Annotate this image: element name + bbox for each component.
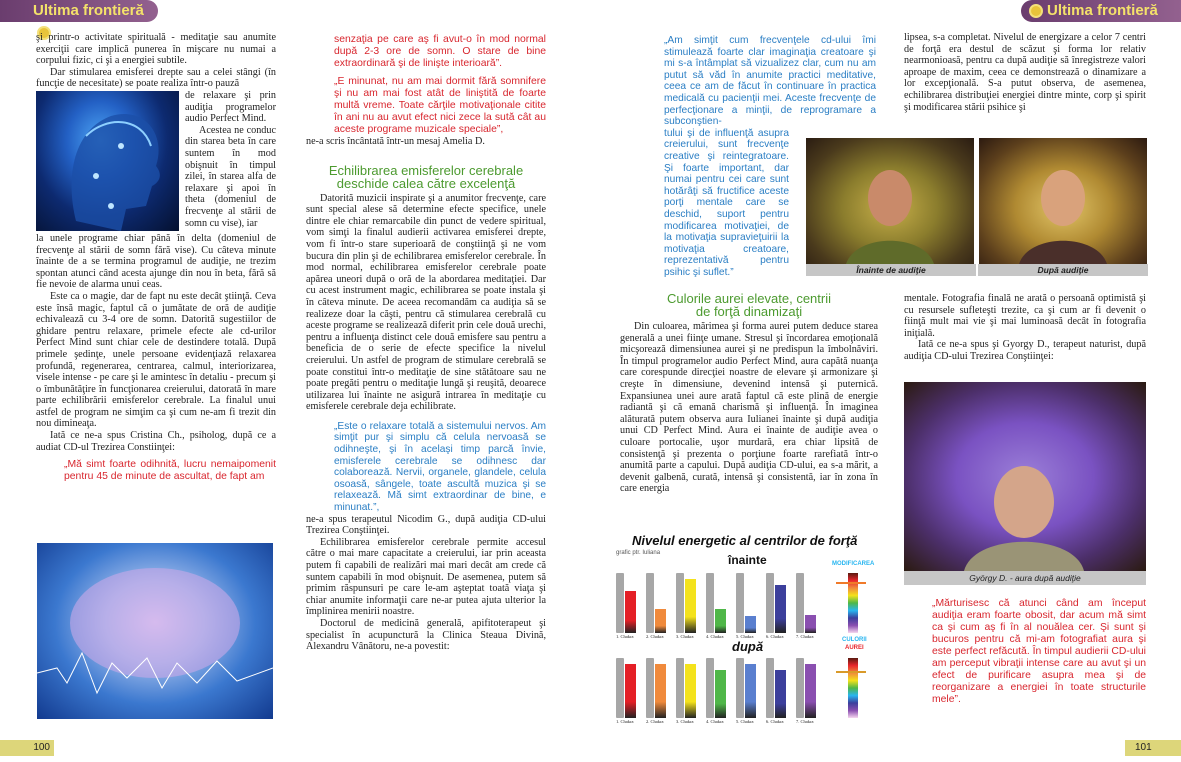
chakra-bar — [766, 573, 788, 639]
spectrum-arrow-before — [836, 582, 866, 584]
chakra-bar — [616, 573, 638, 639]
right-column-2 — [904, 32, 1146, 113]
caption-before: Înainte de audiţie — [806, 264, 976, 276]
bar-fill — [655, 664, 666, 718]
paragraph: lipsea, s-a completat. Nivelul de energizare a celor 7 centri de forţă era destul de scăzut şi forma lor relativ nearmonioasă, pentru ca după audiţie să înregistreze valori aproape de maxim, ceea ce demonstrează o dinamizare a lor excepţională. S-a putut observa, de asemenea, echilibrarea distribuţiei energiei dintre minte, corp şi spirit şi modificarea stării psihice şi — [904, 32, 1146, 113]
chakra-bar — [796, 658, 818, 724]
bar-fill — [805, 664, 816, 718]
portrait-icon — [904, 382, 1146, 571]
page-header — [1021, 0, 1181, 22]
caption-after: După audiţie — [978, 264, 1148, 276]
chakra-bar — [736, 573, 758, 639]
bar-scale — [706, 658, 714, 718]
paragraph: şi printr-o activitate spirituală - meditaţie sau anumite exerciţii care implică punerea în mişcare nu numai a corpului fizic, ci şi a energiei subtile. — [36, 32, 276, 67]
bar-fill — [685, 664, 696, 718]
brain-head-image — [36, 91, 179, 231]
bar-fill — [745, 616, 756, 633]
paragraph: mentale. Fotografia finală ne arată o persoană optimistă şi cu resursele sufleteşti trezite, ca şi cum ar fi devenit o fiinţă mult mai vie şi mai luminoasă decât în fotografia iniţială. — [904, 293, 1146, 339]
header-title: Ultima frontieră — [1047, 2, 1158, 19]
quote-amelia: „E minunat, nu am mai dormit fără somnifere şi nu am mai fost atât de liniştită de foarte multă vreme. Toate cărţile motivaţionale citite în ani nu au avut efect nici zece la sută cât au aceste programe muzicale speciale”, — [334, 76, 546, 135]
brain-icon — [37, 543, 273, 719]
paragraph: de relaxare şi prin audiţia programelor audio Perfect Mind. — [185, 89, 276, 125]
header-title: Ultima frontieră — [33, 2, 144, 19]
bar-scale — [736, 658, 744, 718]
chakra-bar — [796, 573, 818, 639]
bar-scale — [706, 573, 714, 633]
paragraph: Iată ce ne-a spus Cristina Ch., psiholog, după ce a audiat CD-ul Trezirea Constiinţei: — [36, 430, 276, 453]
portrait-icon — [979, 138, 1147, 264]
bar-label: 5. Chakra — [736, 634, 754, 639]
photo-after — [979, 138, 1147, 264]
before-label: înainte — [728, 553, 767, 567]
legend-culorii: CULORII — [842, 637, 867, 643]
bars-after — [616, 658, 836, 724]
bar-label: 6. Chakra — [766, 634, 784, 639]
section-heading: Echilibrarea emisferelor cerebrale deschide calea către excelenţă — [328, 162, 524, 191]
left-column-1 — [36, 32, 276, 483]
bar-fill — [685, 579, 696, 633]
page-number: 101 — [1125, 740, 1181, 756]
head-silhouette-icon — [36, 91, 179, 231]
chakra-bar — [706, 573, 728, 639]
bar-label: 2. Chakra — [646, 634, 664, 639]
energy-chart — [610, 533, 886, 729]
chakra-bar — [706, 658, 728, 724]
paragraph: Echilibrarea emisferelor cerebrale permite accesul către o mai mare capacitate a creierului, iar prin aceasta putem fi capabili de realizări mai mari decât am crede că suntem capabili în mod obişnuit. De asemenea, putem să primim răspunsuri pe care le-am aşteptat toată viaţa şi chiar anumite informaţii care ne-ar putea ajuta ulterior la împlinirea menirii noastre. — [306, 536, 546, 618]
paragraph: Acestea ne conduc din starea beta în care suntem în mod obişnuit în timpul zilei, în starea alfa de relaxare şi apoi în theta (domeniul de frecvenţe al stării de somn cu vise), iar — [185, 124, 276, 229]
bar-scale — [616, 658, 624, 718]
quote-cristina-cont: senzaţia pe care aş fi avut-o în mod normal după 2-3 ore de somn. O stare de bine extraordinară şi de linişte interioară”. — [334, 34, 546, 69]
section-heading: Culorile aurei elevate, centrii de forţă dinamizaţi — [666, 291, 832, 319]
paragraph: la unele programe chiar până în delta (domeniul de frecvenţe al stării de somn fără vise). Cu câteva minute înainte de a se termina programul de audiţie, ne trezim spontan atunci când acesta ajunge din nou în beta, fără să fie nevoie de alarma unui ceas. — [36, 232, 276, 291]
quote-vanatoru: „Am simţit cum frecvenţele cd-ului îmi stimulează foarte clar imaginaţia creatoare şi mi s-a întâmplat să vizualizez clar, cum nu am putut să văd în anumite practici meditative, ceea ce am de făcut în continuare în practica medicală cu pacienţii mei. Aceste frecvenţe de perfecţionare a minţii, de reprogramare a subconştien- — [664, 35, 876, 128]
attribution: ne-a scris încântată într-un mesaj Amelia D. — [306, 136, 485, 147]
bar-fill — [625, 664, 636, 718]
bar-fill — [775, 585, 786, 633]
bar-fill — [775, 670, 786, 718]
bar-fill — [715, 670, 726, 718]
bar-scale — [736, 573, 744, 633]
bar-fill — [715, 609, 726, 633]
left-column-2 — [306, 34, 546, 653]
bar-label: 4. Chakra — [706, 634, 724, 639]
right-column-1-lower — [620, 292, 878, 495]
chakra-bar — [676, 658, 698, 724]
quote-nicodim: „Este o relaxare totală a sistemului nervos. Am simţit pur şi simplu că celula nervoasă se odihneşte, şi în acelaşi timp parcă învie, emisferele cerebrale se odihnesc dar colaborează. Nervii, organele, glandele, celula osoasă, sângele, toate ascultă muzica şi se relaxează. Mă simt extraordinar de bine, e minunat.”, — [334, 420, 546, 514]
right-column-2-lower — [904, 293, 1146, 363]
photo-gyorgy — [904, 382, 1146, 571]
chakra-bar — [646, 573, 668, 639]
bar-label: 7. Chakra — [796, 634, 814, 639]
bar-label: 5. Chakra — [736, 719, 754, 724]
chakra-bar — [766, 658, 788, 724]
bar-scale — [796, 658, 804, 718]
bar-label: 2. Chakra — [646, 719, 664, 724]
paragraph: Din culoarea, mărimea şi forma aurei putem deduce starea generală a unei fiinţe umane. Stresul şi încordarea emoţională micşorează dimensiunea aurei şi ne predispun la îmbolnăviri. În timpul programelor audio Perfect Mind, aura capătă nuanţa care corespunde direcţiei noastre de elevare şi armonizare şi creşte în dimensiune, devenind intensă şi puternică. Expansiunea unei aure arată faptul că este plină de energie radiantă şi că emană charismă şi influenţă. În imaginea alăturată putem observa aura Iulianei înainte şi după audiţia unui CD Perfect Mind. Aura ei înainte de audiţie avea o culoare portocalie, uşor murdară, era chiar lipsită de consistenţă şi prezenta o porţiune foarte rarefiată într-o anumită parte a capului. După audiţia CD-ului, ea s-a mărit, a devenit galbenă, curată, intensă şi consistentă, iar în zona în care energia — [620, 321, 878, 495]
bar-fill — [805, 615, 816, 633]
bar-label: 6. Chakra — [766, 719, 784, 724]
bar-scale — [646, 658, 654, 718]
bar-fill — [655, 609, 666, 633]
legend-aurei: AUREI — [845, 645, 864, 651]
bar-label: 7. Chakra — [796, 719, 814, 724]
right-column-2-quote — [932, 598, 1146, 706]
bar-scale — [766, 658, 774, 718]
caption-gyorgy: György D. - aura după audiţie — [904, 571, 1146, 585]
quote-cristina: „Mă simt foarte odihnită, lucru nemaipomenit pentru 45 de minute de ascultat, de fapt am — [64, 459, 276, 483]
paragraph: Doctorul de medicină generală, apifitoterapeut şi specialist în acupunctură la Clinica Steaua Divină, Alexandru Vânătoru, ne-a povestit: — [306, 617, 546, 653]
paragraph: Este ca o magie, dar de fapt nu este decât ştiinţă. Ceva este însă magic, faptul că o jumătate de oră de audiţie echivalează cu 3-4 ore de somn. Datorită sugestiilor de ghidare pentru relaxare, primele efecte ale cd-urilor Perfect Mind sunt chiar cele de destindere totală. După primele şedinţe, unele persoane evidenţiază relaxarea profundă, regenerarea, centrarea, calmul, interiorizarea, visele intense - pe care şi le amintesc în detaliu - precum şi o îmbunătăţire în funcţionarea creierului, datorată în mare parte echilibrării emisferelor cerebrale. La finalul unui astfel de program ne simţim ca şi cum ne-am fi trezit din nou dimineaţa. — [36, 290, 276, 430]
quote-vanatoru-cont: tului şi de influenţă asupra creierului, sunt frecvenţe creative şi reintegratoare. Şi foarte important, dar numai pentru cei care sunt hotărâţi să fructifice aceste porţi mentale care se deschid, suport pentru modificarea motivaţiei, de la motivaţia supravieţuirii la motivaţia creatoare, reprezentativă pentru psihic şi suflet.” — [664, 127, 789, 278]
bar-scale — [616, 573, 624, 633]
paragraph: Dar stimularea emisferei drepte sau a celei stângi (în funcţie de necesitate) se poate realiza într-o pauză — [36, 66, 276, 90]
photo-before — [806, 138, 974, 264]
chart-subtitle: grafic ptr. Iuliana — [616, 550, 661, 556]
legend-modificarea: MODIFICAREA — [832, 561, 875, 567]
bar-label: 1. Chakra — [616, 719, 634, 724]
spectrum-bar-after — [848, 658, 858, 718]
bar-scale — [766, 573, 774, 633]
bar-label: 3. Chakra — [676, 634, 694, 639]
chakra-bar — [646, 658, 668, 724]
spectrum-arrow-after — [836, 671, 866, 673]
yin-yang-icon — [1029, 4, 1043, 18]
chakra-bar — [736, 658, 758, 724]
bar-scale — [796, 573, 804, 633]
bar-label: 4. Chakra — [706, 719, 724, 724]
quote-gyorgy: „Mărturisesc că atunci când am început audiţia eram foarte obosit, dar acum mă simt ca şi cum aş fi în al nouălea cer. Şi sunt şi bucuros pentru că mi-am fotografiat aura şi este perfect refăcută. În timpul audierii CD-ului am perceput vibraţii intense care au avut şi un efect de purificare asupra mea şi de reorganizare a energiei în toate structurile mele”. — [932, 598, 1146, 705]
bar-fill — [745, 664, 756, 718]
bar-label: 3. Chakra — [676, 719, 694, 724]
attribution: ne-a spus terapeutul Nicodim G., după audiţia CD-ului Trezirea Conştiinţei. — [306, 513, 546, 537]
after-label: după — [732, 639, 764, 654]
paragraph: Iată ce ne-a spus şi Gyorgy D., terapeut naturist, după audiţia CD-ului Trezirea Conştiinţei: — [904, 339, 1146, 362]
bar-scale — [676, 658, 684, 718]
paragraph: Datorită muzicii inspirate şi a anumitor frecvenţe, care sunt special alese să determine efecte specifice, unele dintre ele chiar remarcabile din punct de vedere spiritual, vom simţi la finalul audierii activarea emisferei drepte, vom fi într-o stare superioară de conştiinţă şi ne vom bucura din plin şi de echilibrarea emisferelor cerebrale. În mod normal, echilibrarea emisferelor cerebrale poate apărea uneori după o oră de la abordarea meditaţiei. Dar cu acest instrument magic, echilibrarea se poate instala şi în câteva minute. De aceea recomandăm ca audiţia să se realizeze doar la căşti, pentru că stimularea cerebrală cu aceste programe se realizează diferit prin cele două urechi, pentru a influenţa distinct cele două emisfere sau pentru a beneficia de o serie de efecte specifice la nivelul creierului. Un astfel de program de stimulare cerebrală se poate constitui într-o meditaţie de sine stătătoare sau ne poate pregăti pentru o meditaţie lungă şi reuşită, deoarece utilizarea lui înainte ne asigură intrarea în meditaţie cu emisferele cerebrale deja echilibrate. — [306, 192, 546, 413]
page-number: 100 — [0, 740, 54, 756]
left-page — [0, 0, 590, 762]
bars-before — [616, 573, 836, 639]
right-page — [590, 0, 1181, 762]
chakra-bar — [676, 573, 698, 639]
bar-label: 1. Chakra — [616, 634, 634, 639]
chakra-bar — [616, 658, 638, 724]
brain-eeg-image — [37, 543, 273, 719]
chart-title: Nivelul energetic al centrilor de forţă — [632, 533, 858, 548]
bar-scale — [676, 573, 684, 633]
page-header — [0, 0, 158, 22]
portrait-icon — [806, 138, 974, 264]
bar-fill — [625, 591, 636, 633]
bar-scale — [646, 573, 654, 633]
